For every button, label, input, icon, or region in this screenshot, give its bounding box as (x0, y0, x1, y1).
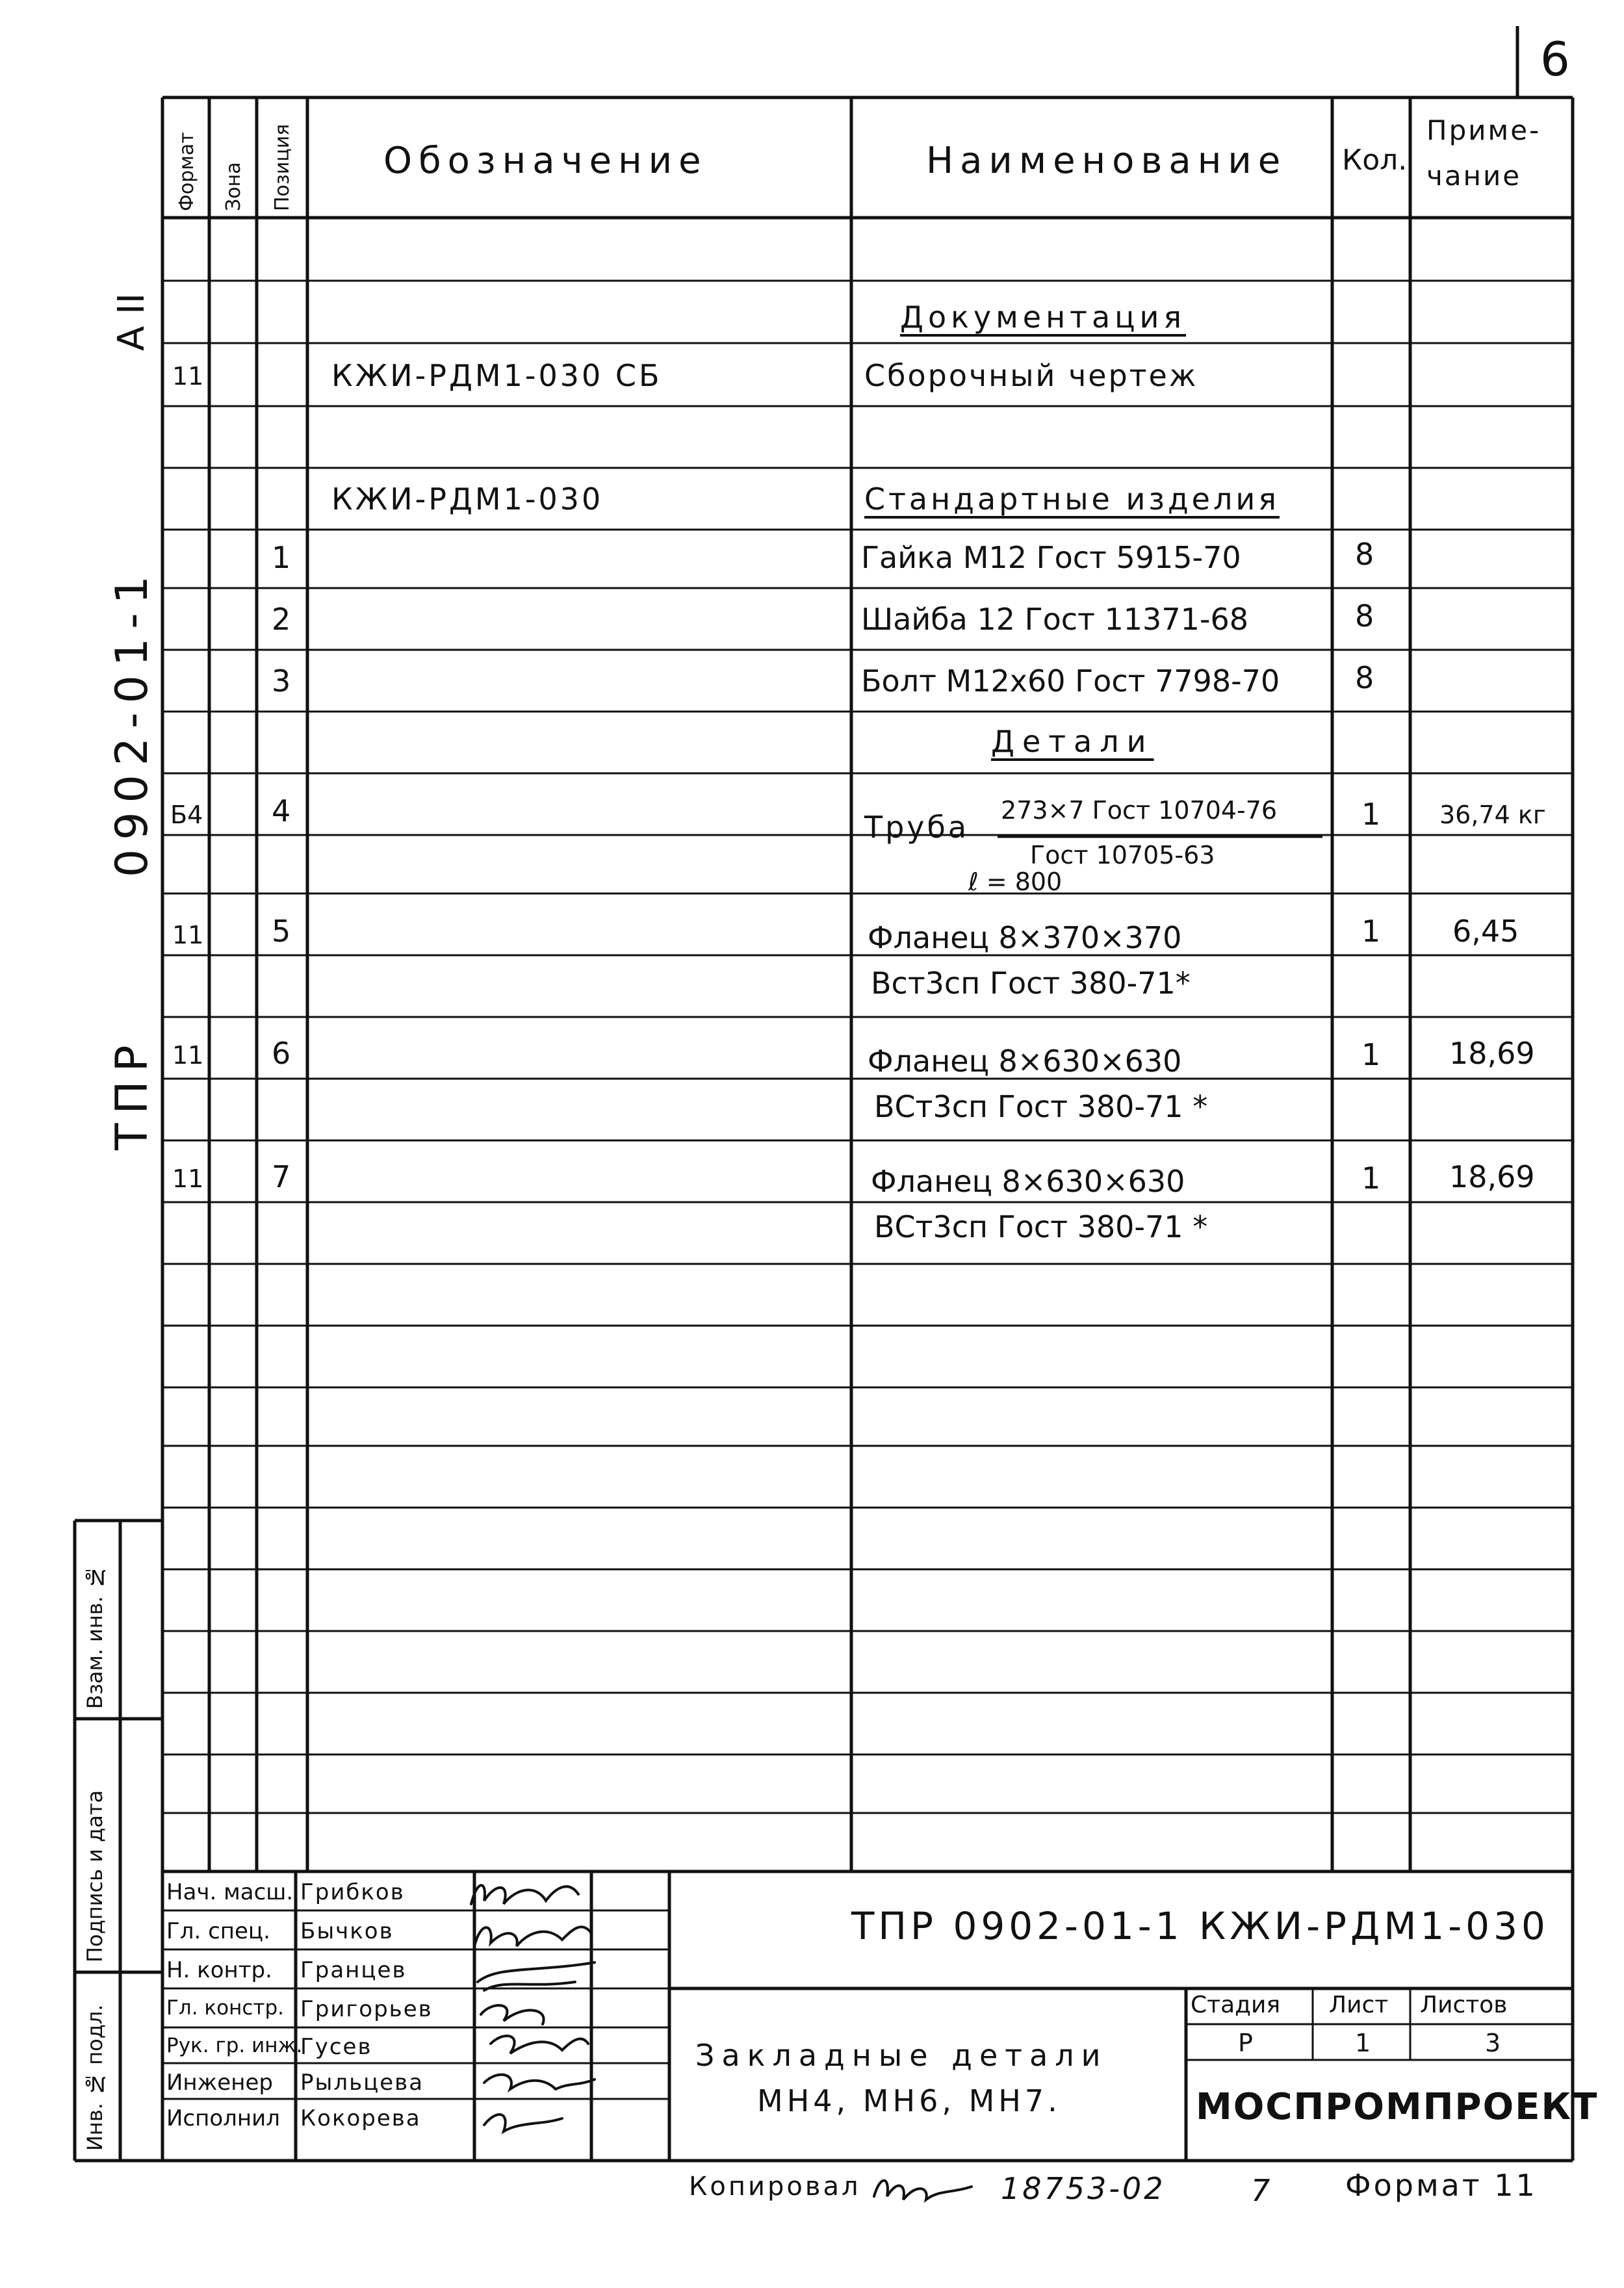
item4-note: 36,74 кг (1439, 801, 1546, 829)
copier-signature-image (868, 2167, 978, 2213)
margin-sign-date: Подпись и дата (83, 1790, 107, 1962)
margin-inv-podl: Инв. № подл. (83, 2004, 107, 2151)
item6-note: 18,69 (1449, 1036, 1535, 1071)
signatures-image (458, 1875, 608, 2161)
page-number: 6 (1540, 32, 1570, 86)
side-prefix: ТПР (107, 1036, 158, 1150)
item2-name: Шайба 12 Гост 11371-68 (861, 602, 1248, 637)
header-note-line1: Приме- (1426, 114, 1541, 146)
stamp-role-6: Инженер (166, 2070, 273, 2096)
item1-qty: 8 (1355, 537, 1374, 572)
section-documentation: Документация (900, 300, 1187, 335)
item5-line2: Вст3сп Гост 380-71* (871, 966, 1191, 1001)
row-std-designation: КЖИ-РДМ1-030 (331, 482, 604, 517)
stamp-role-5: Рук. гр. инж. (166, 2034, 303, 2057)
item1-name: Гайка М12 Гост 5915-70 (861, 540, 1241, 575)
item7-format: 11 (172, 1164, 204, 1193)
stamp-role-3: Н. контр. (166, 1957, 272, 1983)
item6-line2: ВСт3сп Гост 380-71 * (874, 1089, 1208, 1124)
header-zone: Зона (222, 162, 245, 211)
item5-note: 6,45 (1452, 914, 1519, 949)
stamp-role-7: Исполнил (166, 2105, 280, 2131)
item3-pos: 3 (272, 663, 291, 699)
footer-seven: 7 (1251, 2173, 1270, 2208)
header-designation: Обозначение (383, 140, 708, 182)
item6-format: 11 (172, 1041, 204, 1070)
item4-fraction-top: 273×7 Гост 10704-76 (1001, 796, 1278, 825)
stamp-organization: МОСПРОМПРОЕКТ (1196, 2086, 1599, 2128)
header-qty: Кол. (1342, 144, 1408, 177)
item5-format: 11 (172, 921, 204, 949)
row-assembly-format: 11 (172, 362, 204, 391)
row-assembly-name: Сборочный чертеж (864, 358, 1198, 393)
item6-line1: Фланец 8×630×630 (868, 1044, 1182, 1079)
stamp-name-7: Кокорева (300, 2105, 421, 2131)
item6-qty: 1 (1361, 1037, 1381, 1072)
item5-pos: 5 (272, 914, 291, 949)
stamp-role-2: Гл. спец. (166, 1918, 270, 1944)
section-standard-items: Стандартные изделия (864, 482, 1280, 517)
item7-qty: 1 (1361, 1161, 1381, 1196)
stamp-title-line2: МН4, МН6, МН7. (757, 2083, 1061, 2118)
stamp-sheet-value: 1 (1355, 2029, 1371, 2057)
item2-pos: 2 (272, 602, 291, 637)
stamp-name-5: Гусев (300, 2034, 372, 2060)
item7-pos: 7 (272, 1159, 291, 1194)
item4-qty: 1 (1361, 797, 1381, 832)
stamp-name-2: Бычков (300, 1918, 394, 1944)
stamp-sheets-value: 3 (1485, 2029, 1501, 2057)
side-code: 0902-01-1 (107, 567, 158, 877)
footer-format: Формат 11 (1345, 2168, 1538, 2203)
item4-fraction-bottom: Гост 10705-63 (1030, 841, 1215, 869)
margin-inv-vzam: Взам. инв. № (83, 1565, 107, 1709)
item7-note: 18,69 (1449, 1159, 1535, 1194)
item4-name: Труба (864, 810, 970, 845)
stamp-name-1: Грибков (300, 1879, 405, 1905)
stamp-title-line1: Закладные детали (695, 2038, 1108, 2073)
stamp-name-4: Григорьев (300, 1996, 433, 2022)
item4-pos: 4 (272, 793, 291, 829)
item5-qty: 1 (1361, 914, 1381, 949)
item3-qty: 8 (1355, 660, 1374, 695)
item5-line1: Фланец 8×370×370 (868, 920, 1182, 955)
stamp-name-3: Гранцев (300, 1957, 407, 1983)
stamp-role-4: Гл. констр. (166, 1996, 285, 2020)
stamp-sheet-label: Лист (1329, 1992, 1389, 2018)
stamp-stage-label: Стадия (1191, 1992, 1281, 2018)
item3-name: Болт М12х60 Гост 7798-70 (861, 663, 1280, 699)
header-name: Наименование (926, 140, 1287, 182)
item6-pos: 6 (272, 1036, 291, 1071)
stamp-role-1: Нач. масш. (166, 1879, 294, 1905)
item2-qty: 8 (1355, 598, 1374, 634)
footer-copied-label: Копировал (689, 2172, 861, 2202)
stamp-name-6: Рыльцева (300, 2070, 424, 2096)
stamp-sheets-label: Листов (1420, 1992, 1508, 2018)
item4-format: Б4 (170, 801, 203, 829)
item7-line1: Фланец 8×630×630 (871, 1164, 1185, 1199)
item1-pos: 1 (272, 540, 291, 575)
header-position: Позиция (271, 123, 294, 211)
stamp-stage-value: Р (1238, 2029, 1253, 2057)
stamp-doc-code: ТПР 0902-01-1 КЖИ-РДМ1-030 (851, 1904, 1549, 1948)
section-details: Детали (991, 724, 1154, 759)
header-note-line2: чание (1426, 160, 1522, 192)
footer-number: 18753-02 (1001, 2171, 1166, 2206)
side-suffix: А II (110, 292, 153, 351)
item7-line2: ВСт3сп Гост 380-71 * (874, 1209, 1208, 1244)
row-assembly-designation: КЖИ-РДМ1-030 СБ (331, 358, 662, 393)
item4-length: ℓ = 800 (968, 868, 1063, 896)
header-format: Формат (175, 132, 198, 211)
